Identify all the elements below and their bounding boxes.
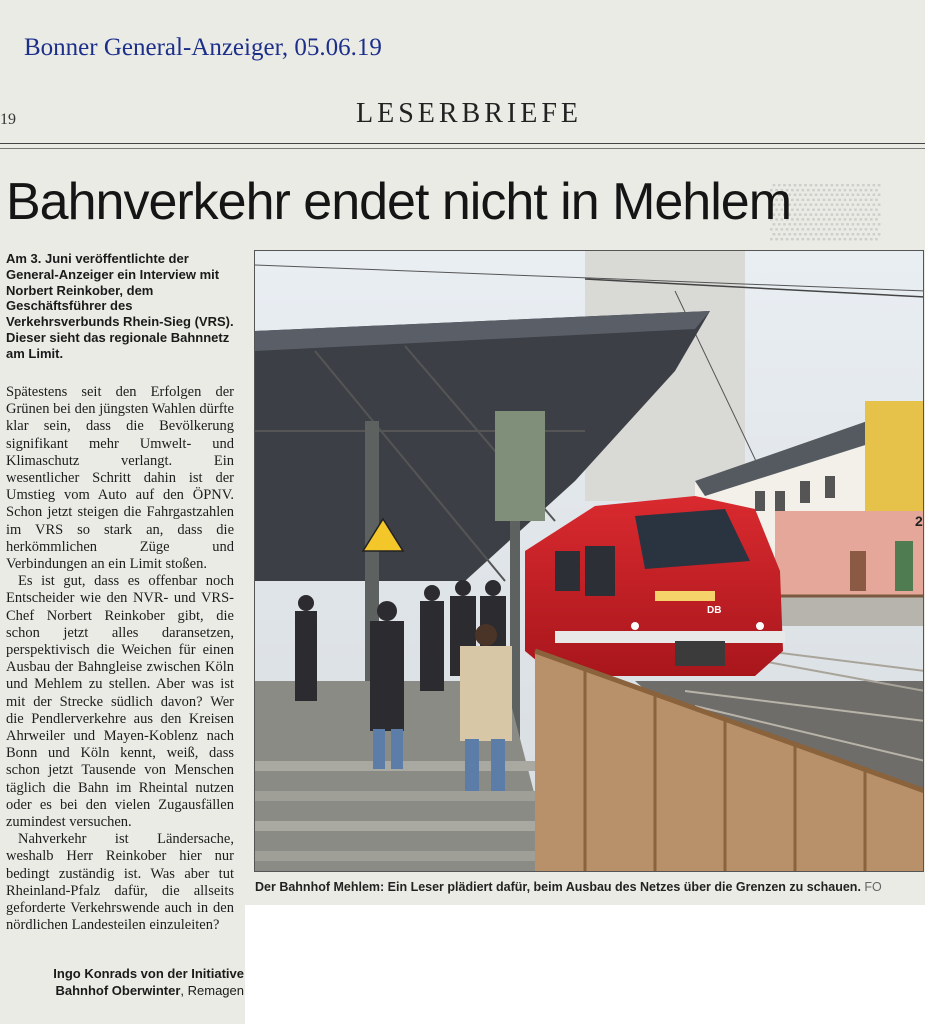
header-rule-thin — [0, 148, 925, 149]
station-photo-illustration — [255, 251, 924, 872]
header-rule — [0, 143, 925, 144]
article-paragraph: Nahverkehr ist Ländersache, weshalb Herr Reinkober hier nur bedingt zuständig ist. Was aber tut Rheinland-Pfalz dafür, die allseits geforderte Verkehrswende auch in den nördlichen Landesteilen einzuleiten? — [6, 831, 234, 934]
station-photo — [254, 250, 924, 872]
blank-margin — [245, 905, 925, 1024]
caption-text: Der Bahnhof Mehlem: Ein Leser plädiert dafür, beim Ausbau des Netzes über die Grenzen zu schauen. — [255, 880, 861, 894]
article-headline: Bahnverkehr endet nicht in Mehlem — [6, 173, 792, 231]
section-title: LESERBRIEFE — [356, 98, 583, 129]
letter-signature — [34, 966, 244, 999]
article-paragraph: Spätestens seit den Erfolgen der Grünen bei den jüngsten Wahlen dürfte klar sein, dass die Bevölkerung signifikant mehr Umwelt- und Klimaschutz verlangt. Ein wesentlicher Schritt dahin ist der Umstieg vom Auto auf den ÖPNV. Schon jetzt steigen die Fahrgastzahlen im VRS so stark an, dass die herkömmlichen Züge und Verbindungen an ein Limit stoßen. — [6, 384, 234, 573]
photo-caption — [255, 880, 923, 894]
source-citation: Bonner General-Anzeiger, 05.06.19 — [24, 34, 382, 61]
article-paragraph: Es ist gut, dass es offenbar noch Entscheider wie den NVR- und VRS-Chef Norbert Reinkober gibt, die schon jetzt alles daransetzen, perspektivisch die Weichen für einen Ausbau der Bahngleise zwischen Köln und Mehlem zu stellen. Aber was ist mit der Strecke südlich davon? Wer die Pendlerverkehre aus den Kreisen Ahrweiler und Mayen-Koblenz nach Bonn und Köln kennt, weiß, dass schon jetzt Tausende von Menschen täglich die Bahn im Rheintal nutzen oder es bei den vielen Zugausfällen zumindest versuchen. — [6, 573, 234, 831]
train-logo: DB — [707, 605, 722, 616]
article-body — [6, 384, 234, 935]
building-number: 2 — [915, 513, 923, 529]
signature-name: Ingo Konrads von der Initiative Bahnhof Oberwinter — [53, 966, 244, 998]
page-number: 19 — [0, 111, 16, 128]
show-through-shape: ▒▒▒ — [770, 181, 881, 239]
signature-place: , Remagen — [180, 982, 244, 998]
photo-credit: FO — [864, 880, 882, 894]
article-lede: Am 3. Juni veröffentlichte der General-Anzeiger ein Interview mit Norbert Reinkober, dem Geschäftsführer des Verkehrsverbunds Rhein-Sieg (VRS). Dieser sieht das regionale Bahnnetz am Limit. — [6, 251, 234, 361]
